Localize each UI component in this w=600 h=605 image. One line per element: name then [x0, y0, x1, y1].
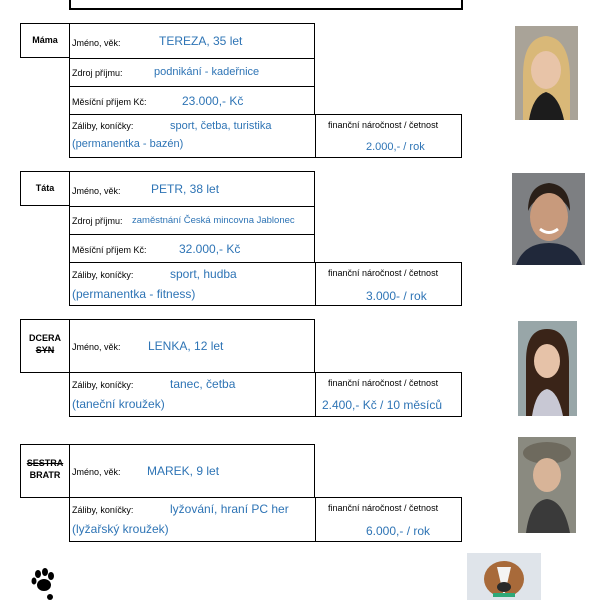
daughter-name-row: [69, 319, 315, 373]
mother-income-source-row: [69, 58, 315, 87]
role-mother: Máma: [20, 23, 70, 58]
mother-income-value: 23.000,- Kč: [182, 94, 244, 108]
father-name-value: PETR, 38 let: [151, 182, 220, 196]
son-hobbies-row: [69, 497, 462, 542]
paw-print-icon: [30, 568, 60, 600]
mother-income-source-value: podnikání - kadeřnice: [154, 66, 260, 78]
cost-label: finanční náročnost / četnost: [328, 120, 439, 130]
cost-label: finanční náročnost / četnost: [328, 268, 439, 278]
daughter-hobbies-extra: (taneční kroužek): [72, 397, 165, 411]
hobbies-label: Záliby, koníčky:: [72, 270, 134, 280]
mother-photo: [515, 26, 578, 120]
cost-label: finanční náročnost / četnost: [328, 378, 439, 388]
daughter-photo: [518, 321, 577, 416]
father-income-value: 32.000,- Kč: [179, 242, 241, 256]
hobbies-label: Záliby, koníčky:: [72, 121, 134, 131]
father-photo: [512, 173, 585, 265]
mother-hobbies-extra: (permanentka - bazén): [72, 138, 184, 150]
son-cost-value: 6.000,- / rok: [366, 524, 431, 538]
role-son-line2: BRATR: [29, 470, 61, 480]
father-income-source-row: [69, 206, 315, 235]
monthly-income-label: Měsíční příjem Kč:: [72, 97, 147, 107]
father-hobbies-extra: (permanentka - fitness): [72, 287, 196, 301]
cost-label: finanční náročnost / četnost: [328, 503, 439, 513]
name-age-label: Jméno, věk:: [72, 186, 121, 196]
daughter-cost-value: 2.400,- Kč / 10 měsíců: [322, 398, 443, 412]
role-daughter: [20, 319, 70, 373]
father-cost-value: 3.000- / rok: [366, 289, 427, 303]
father-income-source-value: zaměstnání Česká mincovna Jablonec: [132, 215, 295, 226]
father-hobbies-row: [69, 262, 462, 306]
income-source-label: Zdroj příjmu:: [72, 216, 123, 226]
daughter-hobbies-row: [69, 372, 462, 417]
mother-name-value: TEREZA, 35 let: [159, 34, 243, 48]
father-name-row: [69, 171, 315, 207]
role-daughter-line1: DCERA: [28, 333, 61, 343]
role-son: [20, 444, 70, 498]
father-hobbies-value: sport, hudba: [170, 267, 237, 281]
role-father: Táta: [20, 171, 70, 206]
father-income-row: [69, 234, 315, 263]
son-name-row: [69, 444, 315, 498]
previous-section-box: [69, 0, 463, 10]
mother-hobbies-row: [69, 114, 462, 158]
income-source-label: Zdroj příjmu:: [72, 68, 123, 78]
mother-hobbies-value: sport, četba, turistika: [170, 120, 272, 132]
monthly-income-label: Měsíční příjem Kč:: [72, 245, 147, 255]
son-hobbies-extra: (lyžařský kroužek): [72, 522, 169, 536]
son-photo: [518, 437, 576, 533]
mother-income-row: [69, 86, 315, 115]
name-age-label: Jméno, věk:: [72, 467, 121, 477]
hobbies-label: Záliby, koníčky:: [72, 380, 134, 390]
daughter-name-value: LENKA, 12 let: [148, 339, 224, 353]
son-hobbies-value: lyžování, hraní PC her: [170, 502, 289, 516]
mother-name-row: [69, 23, 315, 59]
role-son-line1: SESTRA: [26, 458, 64, 468]
daughter-hobbies-value: tanec, četba: [170, 377, 236, 391]
mother-cost-value: 2.000,- / rok: [366, 141, 425, 153]
name-age-label: Jméno, věk:: [72, 38, 121, 48]
son-name-value: MAREK, 9 let: [147, 464, 220, 478]
hobbies-label: Záliby, koníčky:: [72, 505, 134, 515]
role-daughter-line2: SYN: [35, 345, 55, 355]
dog-photo: [467, 553, 541, 600]
name-age-label: Jméno, věk:: [72, 342, 121, 352]
